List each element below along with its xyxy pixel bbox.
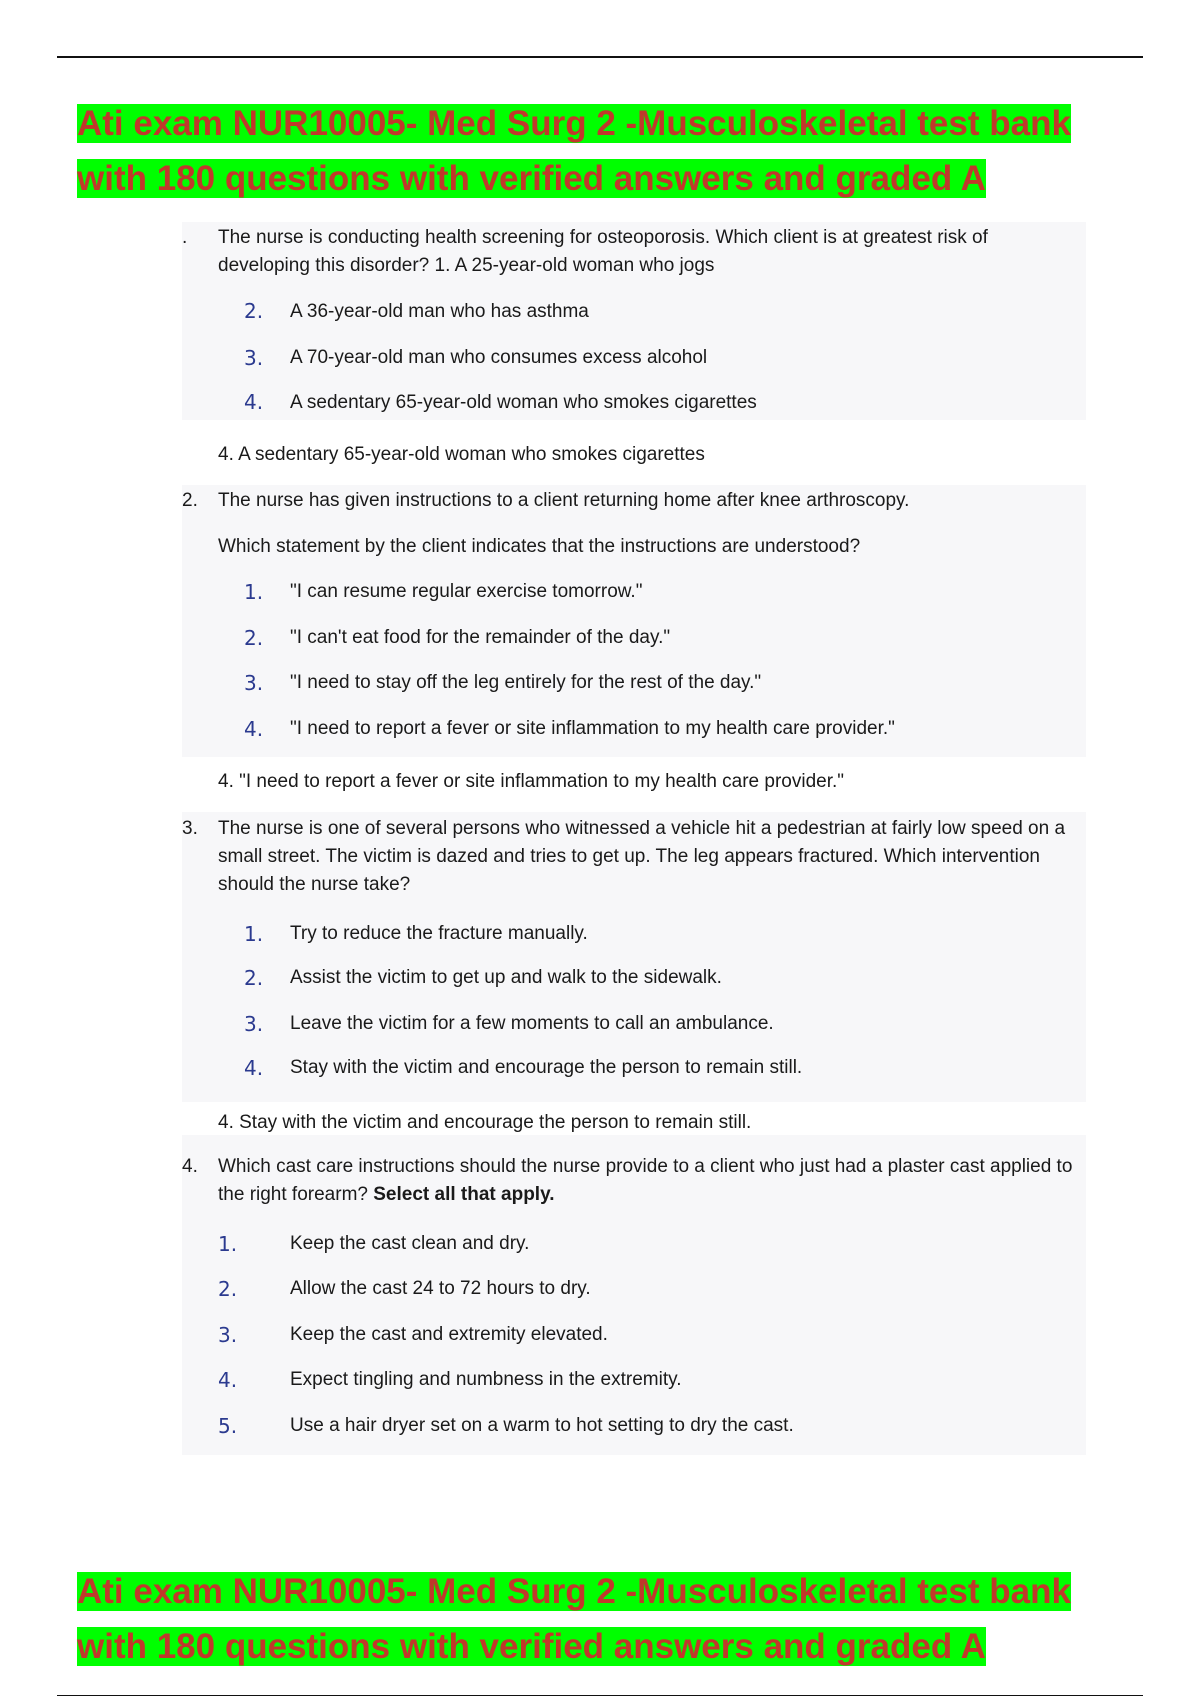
option-number: 3. [244,1012,264,1036]
answer-text: 4. A sedentary 65-year-old woman who smokes cigarettes [218,444,705,465]
option-number: 3. [244,671,264,695]
option-text: "I can't eat food for the remainder of the day." [290,627,671,648]
question-text-2: Which statement by the client indicates that the instructions are understood? [218,536,861,557]
question-number: 2. [182,490,198,511]
option-text: A 70-year-old man who consumes excess alcohol [290,347,708,368]
bottom-rule [57,1695,1143,1696]
option-number: 4. [244,390,264,414]
question-text [218,1153,1078,1209]
question-number: 3. [182,818,198,839]
option-number: 1. [244,922,264,946]
question-text: The nurse has given instructions to a client returning home after knee arthroscopy. [218,490,910,511]
option-number: 2. [218,1277,238,1301]
option-number: 1. [244,580,264,604]
option-text: Expect tingling and numbness in the extremity. [290,1369,682,1390]
option-number: 1. [218,1232,238,1256]
option-text: Allow the cast 24 to 72 hours to dry. [290,1278,591,1299]
option-text: Stay with the victim and encourage the person to remain still. [290,1057,803,1078]
top-rule [57,56,1143,58]
option-number: 3. [218,1323,238,1347]
option-number: 4. [244,1056,264,1080]
question-number: 4. [182,1156,198,1177]
option-text: Try to reduce the fracture manually. [290,923,588,944]
select-all-instruction: Select all that apply. [373,1184,555,1205]
option-text: Leave the victim for a few moments to call an ambulance. [290,1013,774,1034]
option-number: 4. [218,1368,238,1392]
option-number: 4. [244,717,264,741]
option-number: 2. [244,966,264,990]
option-text: Use a hair dryer set on a warm to hot setting to dry the cast. [290,1415,794,1436]
option-text: Keep the cast and extremity elevated. [290,1324,608,1345]
page-title: Ati exam NUR10005- Med Surg 2 -Musculoskeletal test bank with 180 questions with verified answers and graded A [77,104,1071,198]
option-number: 2. [244,299,264,323]
option-text: A 36-year-old man who has asthma [290,301,589,322]
option-number: 5. [218,1414,238,1438]
footer-title: Ati exam NUR10005- Med Surg 2 -Musculoskeletal test bank with 180 questions with verified answers and graded A [77,1572,1071,1666]
option-number: 3. [244,346,264,370]
option-text: "I need to stay off the leg entirely for the rest of the day." [290,672,762,693]
option-text: Assist the victim to get up and walk to the sidewalk. [290,967,722,988]
option-text: A sedentary 65-year-old woman who smokes cigarettes [290,392,757,413]
option-number: 2. [244,626,264,650]
answer-text: 4. "I need to report a fever or site inflammation to my health care provider." [218,771,845,792]
option-text: Keep the cast clean and dry. [290,1233,530,1254]
option-text: "I can resume regular exercise tomorrow." [290,581,643,602]
question-text-main: Which cast care instructions should the nurse provide to a client who just had a plaster cast applied to the right forearm? [218,1156,1073,1205]
question-number: . [182,227,188,248]
question-text: The nurse is one of several persons who witnessed a vehicle hit a pedestrian at fairly low speed on a small street. The victim is dazed and tries to get up. The leg appears fractured. Which intervention should the nurse take? [218,818,1066,895]
option-text: "I need to report a fever or site inflammation to my health care provider." [290,718,895,739]
question-text: The nurse is conducting health screening for osteoporosis. Which client is at greatest risk of developing this disorder? 1. A 25-year-old woman who jogs [218,227,988,276]
answer-text: 4. Stay with the victim and encourage the person to remain still. [218,1112,752,1133]
